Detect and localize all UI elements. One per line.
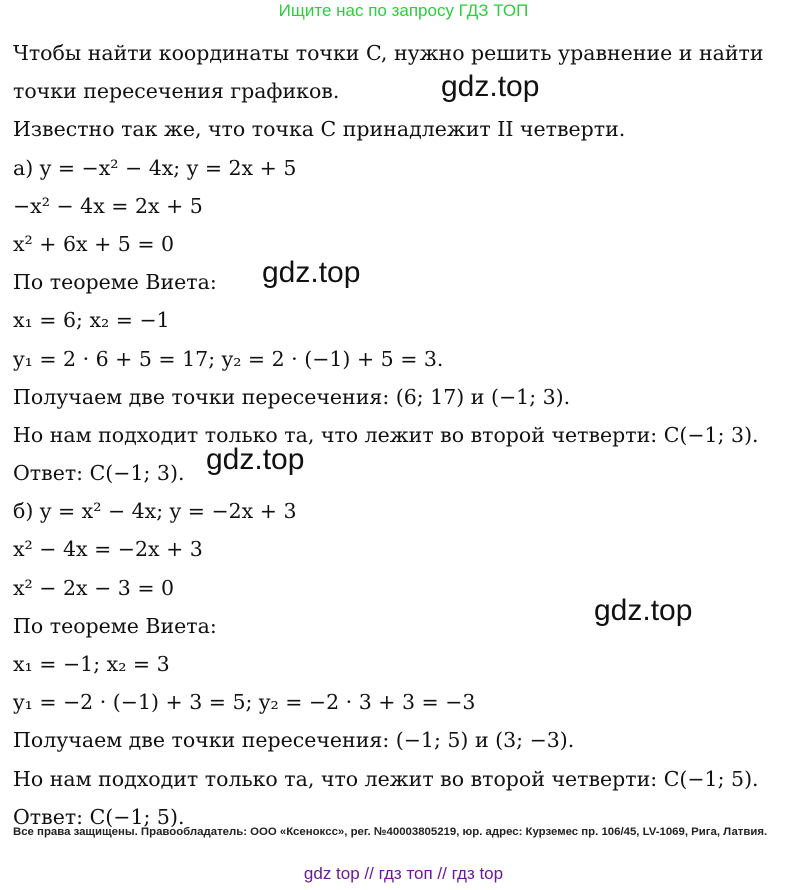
text-line: точки пересечения графиков.: [13, 79, 340, 104]
equation-line: а) y = −x² − 4x; y = 2x + 5: [13, 155, 297, 180]
equation-line: y₁ = −2 · (−1) + 3 = 5; y₂ = −2 · 3 + 3 = −3: [13, 690, 476, 715]
answer-line: Ответ: C(−1; 3).: [13, 461, 185, 486]
equation-line: б) y = x² − 4x; y = −2x + 3: [13, 499, 297, 524]
equation-line: x² − 2x − 3 = 0: [13, 575, 175, 600]
text-line: Получаем две точки пересечения: (−1; 5) и (3; −3).: [13, 728, 575, 753]
text-line: Известно так же, что точка C принадлежит II четверти.: [13, 117, 626, 142]
watermark: gdz.top: [206, 443, 305, 476]
search-banner[interactable]: Ищите нас по запросу ГДЗ ТОП: [278, 1, 529, 20]
equation-line: x₁ = −1; x₂ = 3: [13, 652, 170, 676]
solution-text: [13, 34, 803, 836]
text-line: Получаем две точки пересечения: (6; 17) и (−1; 3).: [13, 384, 571, 409]
equation-line: −x² − 4x = 2x + 5: [13, 193, 203, 218]
text-line: По теореме Виета:: [13, 613, 217, 638]
text-line: Но нам подходит только та, что лежит во второй четверти: C(−1; 3).: [13, 422, 759, 447]
text-line: По теореме Виета:: [13, 270, 217, 295]
copyright-notice: Все права защищены. Правообладатель: ООО «Ксенокcс», рег. №40003805219, юр. адрес: Курземес пр. 106/45, LV-1069, Рига, Латвия.: [13, 826, 768, 838]
equation-line: y₁ = 2 · 6 + 5 = 17; y₂ = 2 · (−1) + 5 = 3.: [13, 346, 444, 371]
text-line: Чтобы найти координаты точки C, нужно решить уравнение и найти: [13, 41, 764, 65]
equation-line: x² + 6x + 5 = 0: [13, 231, 175, 256]
equation-line: x² − 4x = −2x + 3: [13, 537, 203, 562]
footer-links[interactable]: gdz top // гдз топ // гдз top: [303, 864, 504, 883]
watermark: gdz.top: [262, 256, 361, 289]
answer-line: Ответ: C(−1; 5).: [13, 804, 185, 829]
watermark: gdz.top: [441, 70, 540, 103]
equation-line: x₁ = 6; x₂ = −1: [13, 308, 170, 333]
watermark: gdz.top: [594, 594, 693, 627]
text-line: Но нам подходит только та, что лежит во второй четверти: C(−1; 5).: [13, 766, 759, 791]
